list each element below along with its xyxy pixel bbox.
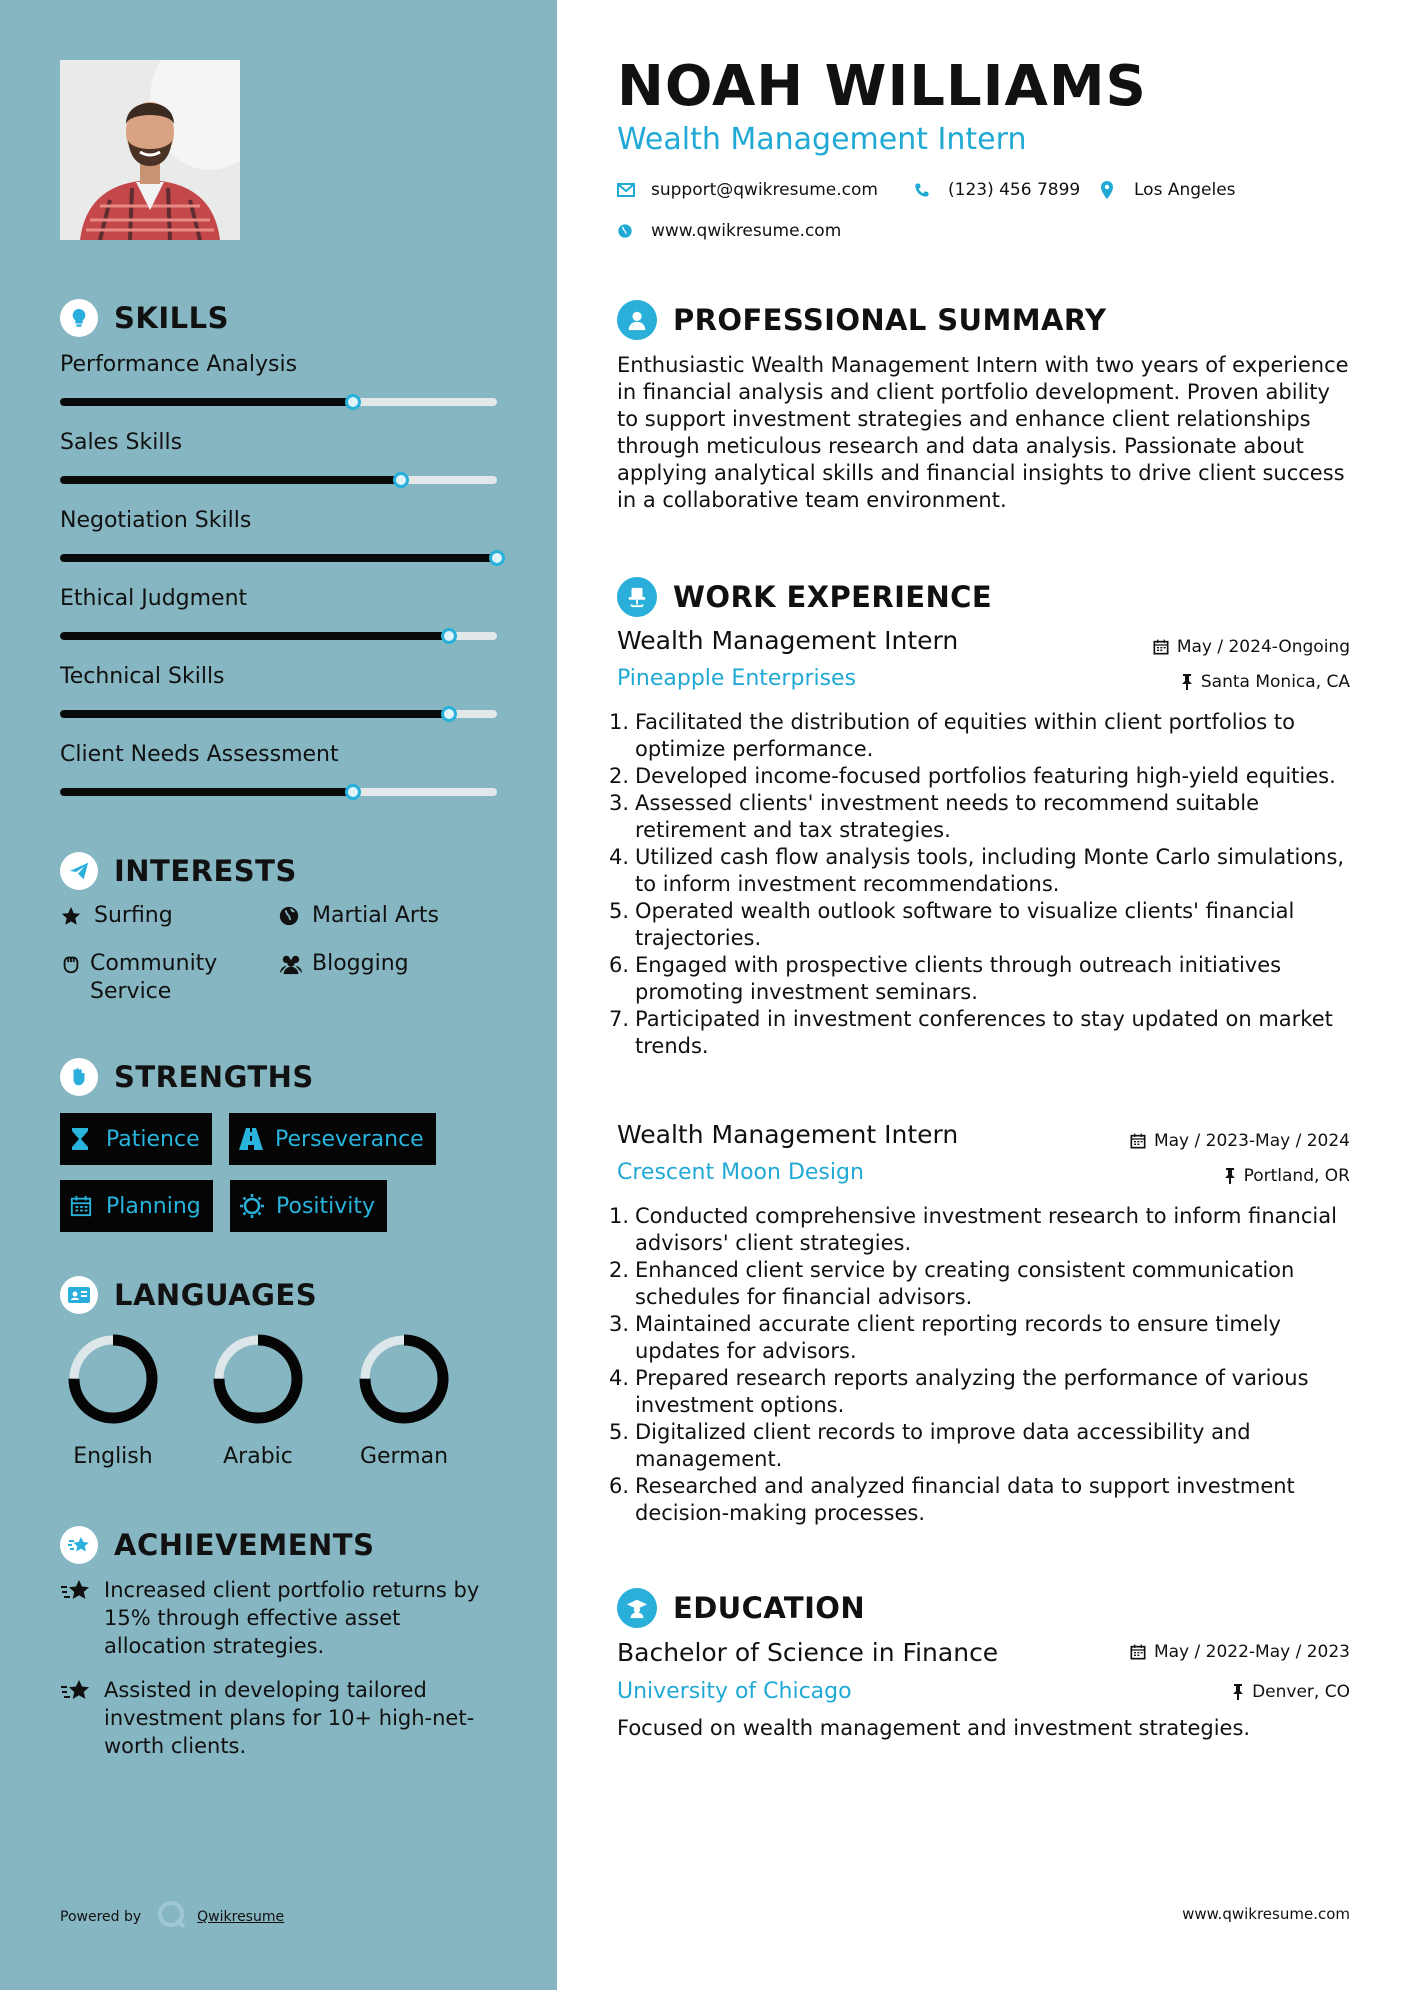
- pin-icon: [1232, 1684, 1244, 1700]
- job-bullet: [609, 1257, 1349, 1311]
- phone-text: (123) 456 7899: [948, 180, 1081, 200]
- achievements-title: ACHIEVEMENTS: [114, 1528, 375, 1562]
- experience-title: WORK EXPERIENCE: [673, 580, 993, 614]
- job-location-text: Santa Monica, CA: [1200, 672, 1350, 692]
- summary-section-header: [617, 300, 1106, 340]
- job-bullet: [609, 763, 1349, 790]
- interests-section-header: [60, 852, 297, 890]
- achievement-item: [60, 1576, 500, 1660]
- skill-bar-fill: [60, 476, 401, 484]
- interests-title: INTERESTS: [114, 854, 297, 888]
- contact-website: [617, 221, 841, 241]
- job-bullets: [609, 709, 1349, 1060]
- job-bullet: [609, 952, 1349, 1006]
- skill-bar-knob: [393, 472, 409, 488]
- skill-bar-fill: [60, 632, 449, 640]
- company-name[interactable]: Crescent Moon Design: [617, 1160, 864, 1185]
- skills-section-header: [60, 299, 229, 337]
- strength-label: Planning: [106, 1193, 201, 1219]
- job-bullet: [609, 709, 1349, 763]
- bullet-text: Researched and analyzed financial data to support investment decision-making processes.: [635, 1474, 1295, 1525]
- skill-label: Ethical Judgment: [60, 586, 248, 611]
- bullet-number: 1.: [609, 710, 630, 734]
- achievements-section-header: [60, 1526, 374, 1564]
- language-item: [205, 1332, 325, 1469]
- hand-icon: [60, 950, 82, 978]
- language-ring: [60, 1332, 180, 1426]
- bullet-number: 6.: [609, 1474, 630, 1498]
- calendar-icon: [1130, 1644, 1146, 1660]
- language-label: English: [73, 1444, 153, 1469]
- language-ring: [351, 1332, 471, 1426]
- skill-bar: [60, 632, 497, 640]
- star-icon: [60, 902, 86, 930]
- bullet-text: Utilized cash flow analysis tools, including Monte Carlo simulations, to inform investment recommendations.: [635, 845, 1345, 896]
- bullet-number: 7.: [609, 1007, 630, 1031]
- job-bullet: [609, 1419, 1349, 1473]
- job-bullet: [609, 1203, 1349, 1257]
- users-icon: [278, 950, 304, 978]
- summary-title: PROFESSIONAL SUMMARY: [673, 303, 1107, 337]
- profile-photo: [60, 60, 240, 240]
- powered-by-label: Powered by: [60, 1909, 142, 1925]
- skill-bar: [60, 554, 497, 562]
- bullet-text: Conducted comprehensive investment research to inform financial advisors' client strategies.: [635, 1204, 1337, 1255]
- skill-label: Technical Skills: [60, 664, 225, 689]
- job-title: Wealth Management Intern: [617, 1120, 959, 1149]
- location-text: Los Angeles: [1134, 180, 1236, 200]
- job-bullet: [609, 1473, 1349, 1527]
- education-description: Focused on wealth management and investment strategies.: [617, 1716, 1251, 1740]
- skill-bar-knob: [345, 394, 361, 410]
- bullet-number: 3.: [609, 1312, 630, 1336]
- job-location-text: Portland, OR: [1243, 1166, 1350, 1186]
- interest-item: [60, 902, 173, 930]
- bullet-text: Maintained accurate client reporting records to ensure timely updates for advisors.: [635, 1312, 1281, 1363]
- strength-label: Perseverance: [275, 1126, 424, 1152]
- language-label: Arabic: [223, 1444, 293, 1469]
- skill-label: Performance Analysis: [60, 352, 298, 377]
- experience-section-header: [617, 577, 992, 617]
- languages-title: LANGUAGES: [114, 1278, 318, 1312]
- bullet-text: Participated in investment conferences to stay updated on market trends.: [635, 1007, 1333, 1058]
- shooting-star-icon: [60, 1576, 92, 1608]
- skill-bar-knob: [441, 706, 457, 722]
- skill-label: Client Needs Assessment: [60, 742, 339, 767]
- skill-bar-fill: [60, 554, 497, 562]
- skill-label: Negotiation Skills: [60, 508, 252, 533]
- bullet-number: 5.: [609, 899, 630, 923]
- interest-item: [60, 950, 260, 1006]
- job-bullet: [609, 844, 1349, 898]
- school-name[interactable]: University of Chicago: [617, 1679, 852, 1704]
- bullet-number: 4.: [609, 1366, 630, 1390]
- map-pin-icon: [1100, 180, 1120, 200]
- language-label: German: [359, 1444, 449, 1469]
- skill-bar-knob: [489, 550, 505, 566]
- bullet-number: 3.: [609, 791, 630, 815]
- shooting-star-icon: [60, 1526, 98, 1564]
- phone-icon: [914, 180, 934, 200]
- bullet-number: 1.: [609, 1204, 630, 1228]
- education-dates-text: May / 2022-May / 2023: [1153, 1642, 1350, 1662]
- achievement-text: Assisted in developing tailored investment plans for 10+ high-net-worth clients.: [104, 1678, 475, 1758]
- job-title: Wealth Management Intern: [617, 626, 959, 655]
- email-text[interactable]: support@qwikresume.com: [651, 180, 878, 200]
- language-ring: [205, 1332, 325, 1426]
- language-item: [60, 1332, 180, 1469]
- company-name[interactable]: Pineapple Enterprises: [617, 666, 857, 691]
- skill-bar: [60, 710, 497, 718]
- bullet-number: 4.: [609, 845, 630, 869]
- candidate-name: NOAH WILLIAMS: [617, 54, 1147, 119]
- job-bullet: [609, 1006, 1349, 1060]
- fist-icon: [60, 1058, 98, 1096]
- job-bullet: [609, 1311, 1349, 1365]
- calendar-icon: [1153, 639, 1169, 655]
- shooting-star-icon: [60, 1676, 92, 1708]
- strength-badge: [60, 1113, 212, 1165]
- candidate-role: Wealth Management Intern: [617, 122, 1027, 157]
- bullet-number: 2.: [609, 1258, 630, 1282]
- id-card-icon: [60, 1276, 98, 1314]
- job-dates-text: May / 2024-Ongoing: [1176, 637, 1350, 657]
- contact-location: [1100, 180, 1236, 200]
- envelope-icon: [617, 180, 637, 200]
- pin-icon: [1224, 1168, 1236, 1184]
- office-chair-icon: [617, 577, 657, 617]
- bullet-text: Digitalized client records to improve data accessibility and management.: [635, 1420, 1251, 1471]
- degree-title: Bachelor of Science in Finance: [617, 1638, 999, 1667]
- job-dates: [1153, 637, 1350, 657]
- lightbulb-icon: [60, 299, 98, 337]
- website-text[interactable]: www.qwikresume.com: [651, 221, 842, 241]
- bullet-text: Facilitated the distribution of equities within client portfolios to optimize performance.: [635, 710, 1295, 761]
- skills-title: SKILLS: [114, 301, 229, 335]
- education-title: EDUCATION: [673, 1591, 866, 1625]
- contact-phone: [914, 180, 1080, 200]
- education-dates: [1130, 1642, 1350, 1662]
- achievement-text: Increased client portfolio returns by 15% through effective asset allocation strategies.: [104, 1578, 480, 1658]
- job-bullets: [609, 1203, 1349, 1527]
- job-bullet: [609, 1365, 1349, 1419]
- strength-label: Patience: [106, 1126, 200, 1152]
- skill-label: Sales Skills: [60, 430, 183, 455]
- interest-label: Surfing: [94, 903, 173, 928]
- education-location: [1232, 1682, 1350, 1702]
- bullet-number: 2.: [609, 764, 630, 788]
- strength-badge: [229, 1113, 436, 1165]
- job-bullet: [609, 898, 1349, 952]
- interest-label: Martial Arts: [312, 903, 440, 928]
- sun-icon: [240, 1193, 266, 1219]
- skill-bar: [60, 788, 497, 796]
- interest-item: [278, 950, 409, 978]
- interest-label: Blogging: [312, 951, 409, 976]
- achievement-item: [60, 1676, 500, 1760]
- footer-website[interactable]: www.qwikresume.com: [1182, 1905, 1350, 1923]
- globe-icon: [278, 902, 304, 930]
- skill-bar-knob: [441, 628, 457, 644]
- globe-icon: [617, 221, 637, 241]
- interest-label: Community Service: [90, 951, 218, 1004]
- languages-section-header: [60, 1276, 317, 1314]
- education-section-header: [617, 1588, 865, 1628]
- interest-item: [278, 902, 439, 930]
- bullet-text: Developed income-focused portfolios featuring high-yield equities.: [635, 764, 1336, 788]
- contact-email: [617, 180, 878, 200]
- qwikresume-link[interactable]: Qwikresume: [197, 1909, 285, 1925]
- strength-badge: [60, 1180, 213, 1232]
- strengths-section-header: [60, 1058, 314, 1096]
- hourglass-icon: [70, 1126, 96, 1152]
- powered-by: [60, 1900, 284, 1934]
- language-item: [351, 1332, 471, 1469]
- bullet-text: Prepared research reports analyzing the performance of various investment options.: [635, 1366, 1309, 1417]
- bullet-text: Enhanced client service by creating consistent communication schedules for financial advisors.: [635, 1258, 1295, 1309]
- pin-icon: [1181, 674, 1193, 690]
- graduate-icon: [617, 1588, 657, 1628]
- paper-plane-icon: [60, 852, 98, 890]
- strength-label: Positivity: [276, 1193, 376, 1219]
- strength-badge: [230, 1180, 387, 1232]
- job-location: [1224, 1166, 1350, 1186]
- skill-bar-knob: [345, 784, 361, 800]
- calendar-icon: [70, 1193, 96, 1219]
- road-icon: [239, 1126, 265, 1152]
- bullet-text: Engaged with prospective clients through outreach initiatives promoting investment seminars.: [635, 953, 1282, 1004]
- job-bullet: [609, 790, 1349, 844]
- skill-bar: [60, 476, 497, 484]
- calendar-icon: [1130, 1133, 1146, 1149]
- education-location-text: Denver, CO: [1252, 1682, 1350, 1702]
- bullet-number: 6.: [609, 953, 630, 977]
- job-dates-text: May / 2023-May / 2024: [1153, 1131, 1350, 1151]
- bullet-text: Assessed clients' investment needs to recommend suitable retirement and tax strategies.: [635, 791, 1260, 842]
- bullet-number: 5.: [609, 1420, 630, 1444]
- job-dates: [1130, 1131, 1350, 1151]
- job-location: [1181, 672, 1350, 692]
- qwikresume-logo-icon: [157, 1900, 187, 1934]
- skill-bar-fill: [60, 398, 353, 406]
- summary-text: Enthusiastic Wealth Management Intern with two years of experience in financial analysis and client portfolio development. Proven ability to support investment strategies and enhance client relationships through meticulous research and data analysis. Passionate about applying analytical skills and financial insights to drive client success in a collaborative team environment.: [617, 353, 1349, 512]
- skill-bar-fill: [60, 710, 449, 718]
- bullet-text: Operated wealth outlook software to visualize clients' financial trajectories.: [635, 899, 1295, 950]
- user-icon: [617, 300, 657, 340]
- skill-bar: [60, 398, 497, 406]
- skill-bar-fill: [60, 788, 353, 796]
- strengths-title: STRENGTHS: [114, 1060, 314, 1094]
